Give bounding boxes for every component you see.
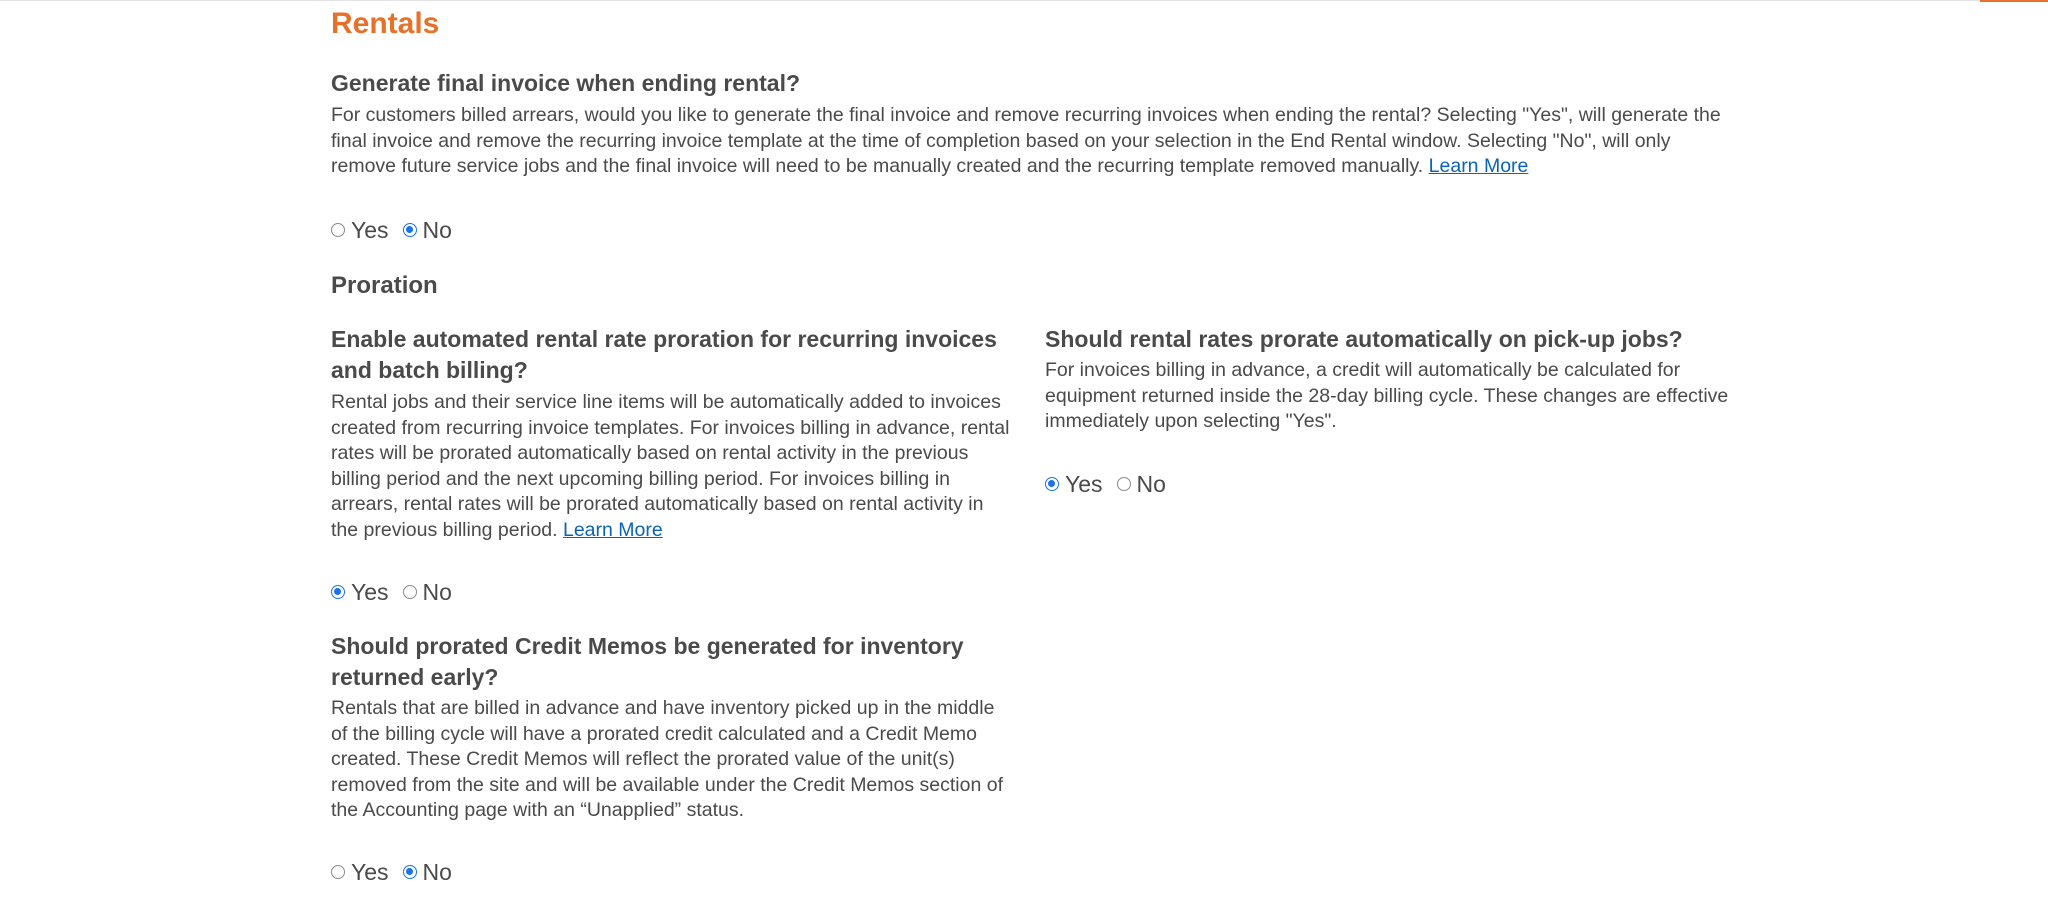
credit-memos-title: Should prorated Credit Memos be generated for inventory returned early? [331, 633, 964, 690]
credit-memos-radio-group [331, 857, 466, 887]
automated-proration-learn-more-link[interactable]: Learn More [562, 518, 663, 541]
pickup-proration-title: Should rental rates prorate automatically on pick-up jobs? [1045, 326, 1683, 352]
final-invoice-radio-group [331, 215, 466, 245]
pickup-proration-yes-radio[interactable] [1045, 477, 1059, 491]
automated-proration-yes-radio[interactable] [331, 585, 345, 599]
credit-memos-no-label: No [422, 858, 452, 885]
automated-proration-no-radio[interactable] [403, 585, 417, 599]
automated-proration-radio-group [331, 577, 466, 607]
pickup-proration-no-label: No [1136, 470, 1166, 497]
proration-title: Proration [331, 272, 438, 299]
final-invoice-yes-label: Yes [351, 216, 389, 243]
top-accent-bar [1980, 0, 2048, 2]
credit-memos-yes-radio[interactable] [331, 865, 345, 879]
automated-proration-yes-label: Yes [351, 578, 389, 605]
final-invoice-description [331, 103, 1731, 180]
credit-memos-yes-option[interactable] [331, 859, 389, 886]
pickup-proration-radio-group [1045, 469, 1180, 499]
credit-memos-no-radio[interactable] [403, 865, 417, 879]
final-invoice-title: Generate final invoice when ending rental? [331, 70, 801, 96]
pickup-proration-yes-option[interactable] [1045, 471, 1103, 498]
automated-proration-title: Enable automated rental rate proration for recurring invoices and batch billing? [331, 326, 997, 383]
pickup-proration-description: For invoices billing in advance, a credit will automatically be calculated for equipment returned inside the 28-day billing cycle. These changes are effective immediately upon selecting "Yes". [1045, 359, 1729, 433]
final-invoice-no-radio[interactable] [403, 223, 417, 237]
final-invoice-no-label: No [422, 216, 452, 243]
final-invoice-description-text: For customers billed arrears, would you like to generate the final invoice and remove recurring invoices when ending the rental? Selecting "Yes", will generate the final invoice and remove the recurring invoice template at the time of completion based on your selection in the End Rental window. Selecting "No", will only remove future service jobs and the final invoice will need to be manually created and the recurring template removed manually. [331, 104, 1721, 178]
pickup-proration-no-option[interactable] [1117, 471, 1166, 498]
automated-proration-no-option[interactable] [403, 579, 452, 606]
automated-proration-no-label: No [422, 578, 452, 605]
final-invoice-no-option[interactable] [403, 217, 452, 244]
credit-memos-no-option[interactable] [403, 859, 452, 886]
section-title: Rentals [331, 7, 440, 40]
pickup-proration-no-radio[interactable] [1117, 477, 1131, 491]
top-border [0, 0, 2048, 1]
final-invoice-yes-radio[interactable] [331, 223, 345, 237]
credit-memos-description: Rentals that are billed in advance and have inventory picked up in the middle of the billing cycle will have a prorated credit calculated and a Credit Memo created. These Credit Memos will reflect the prorated value of the unit(s) removed from the site and will be available under the Credit Memos section of the Accounting page with an “Unapplied” status. [331, 697, 1003, 822]
automated-proration-yes-option[interactable] [331, 579, 389, 606]
credit-memos-yes-label: Yes [351, 858, 389, 885]
final-invoice-learn-more-link[interactable]: Learn More [1428, 155, 1529, 178]
pickup-proration-yes-label: Yes [1065, 470, 1103, 497]
automated-proration-description-text: Rental jobs and their service line items will be automatically added to invoices created from recurring invoice templates. For invoices billing in advance, rental rates will be prorated automatically based on rental activity in the previous billing period and the next upcoming billing period. For invoices billing in arrears, rental rates will be prorated automatically based on rental activity in the previous billing period. [331, 391, 1010, 541]
automated-proration-description [331, 390, 1011, 544]
final-invoice-yes-option[interactable] [331, 217, 389, 244]
